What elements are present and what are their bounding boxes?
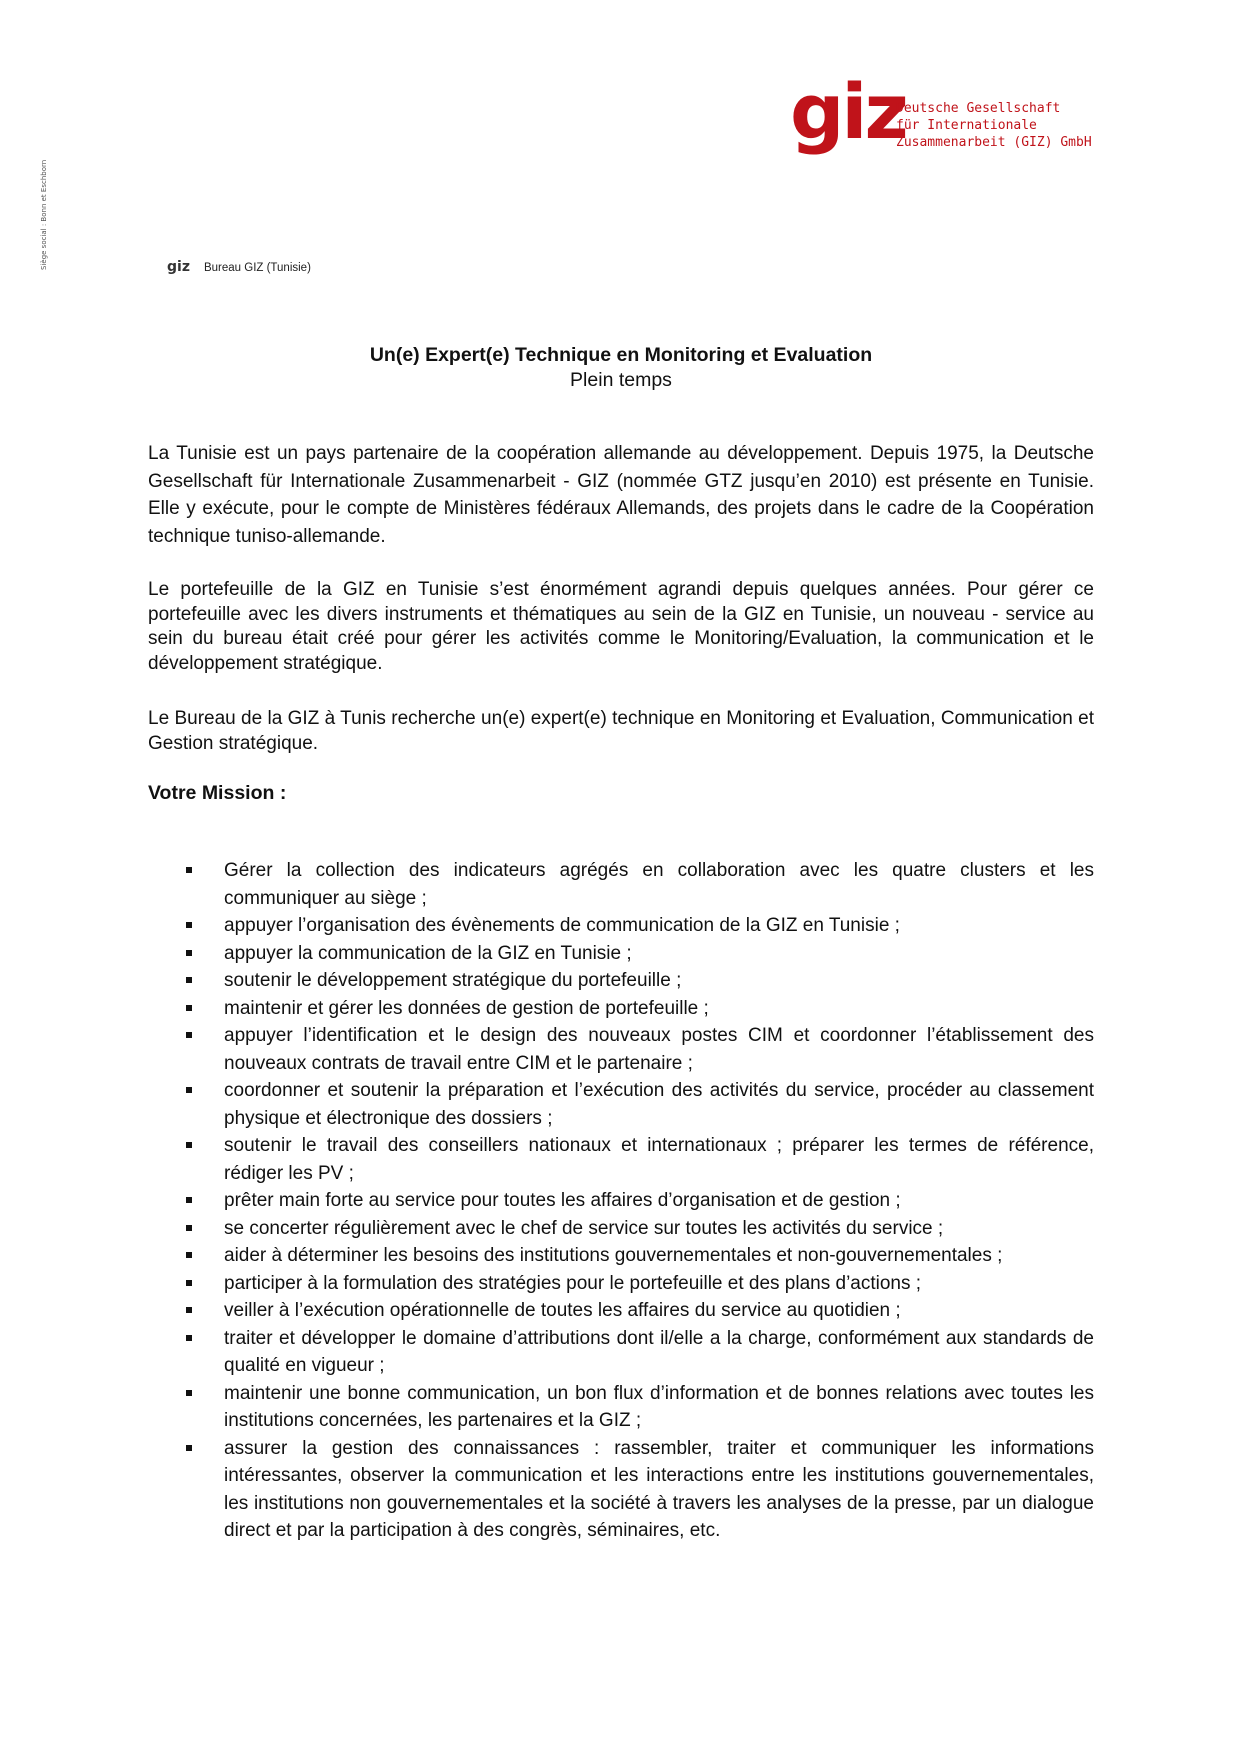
mission-item (186, 912, 1094, 940)
mission-item (186, 1270, 1094, 1298)
logo-line: Zusammenarbeit (GIZ) GmbH (896, 135, 1092, 150)
logo-company-name (896, 100, 1092, 151)
bullet-icon (186, 977, 192, 983)
mission-item-text: appuyer l’identification et le design des nouveaux postes CIM et coordonner l’établissement des nouveaux contrats de travail entre CIM et le partenaire ; (224, 1025, 1094, 1074)
mission-heading: Votre Mission : (148, 782, 287, 804)
mission-item (186, 940, 1094, 968)
bullet-icon (186, 1307, 192, 1313)
mission-item-text: traiter et développer le domaine d’attributions dont il/elle a la charge, conformément aux standards de qualité en vigueur ; (224, 1327, 1094, 1376)
side-note-text: Siège social : Bonn et Eschborn (40, 159, 48, 270)
bullet-icon (186, 1252, 192, 1258)
office-name: Bureau GIZ (Tunisie) (203, 262, 311, 274)
office-logo-mark: giz (167, 259, 190, 275)
bullet-icon (186, 950, 192, 956)
mission-item (186, 1380, 1094, 1435)
mission-item (186, 1325, 1094, 1380)
intro-paragraph: La Tunisie est un pays partenaire de la coopération allemande au développement. Depuis 1975, la Deutsche Gesellschaft für Internationale Zusammenarbeit - GIZ (nommée GTZ jusqu’en 2010) est présente en Tunisie. Elle y exécute, pour le compte de Ministères fédéraux Allemands, des projets dans le cadre de la Coopération technique tuniso-allemande. (148, 443, 1094, 547)
mission-item-text: appuyer l’organisation des évènements de communication de la GIZ en Tunisie ; (224, 915, 900, 936)
bullet-icon (186, 1390, 192, 1396)
logo-line: für Internationale (896, 118, 1037, 133)
bullet-icon (186, 1280, 192, 1286)
side-note (40, 110, 52, 270)
mission-item (186, 995, 1094, 1023)
mission-item (186, 1215, 1094, 1243)
bullet-icon (186, 1445, 192, 1451)
mission-item-text: participer à la formulation des stratégies pour le portefeuille et des plans d’actions ; (224, 1272, 922, 1294)
bullet-icon (186, 1087, 192, 1093)
mission-item-text: veiller à l’exécution opérationnelle de toutes les affaires du service au quotidien ; (224, 1300, 901, 1321)
mission-item (186, 1187, 1094, 1215)
mission-item (186, 1435, 1094, 1545)
mission-item-text: soutenir le travail des conseillers nationaux et internationaux ; préparer les termes de référence, rédiger les PV ; (224, 1135, 1094, 1184)
mission-item (186, 857, 1094, 912)
mission-item (186, 1022, 1094, 1077)
bullet-icon (186, 1225, 192, 1231)
logo-line: Deutsche Gesellschaft (896, 101, 1061, 116)
mission-item (186, 1132, 1094, 1187)
mission-item-text: appuyer la communication de la GIZ en Tunisie ; (224, 942, 632, 964)
page-title: Un(e) Expert(e) Technique en Monitoring et Evaluation (369, 344, 873, 366)
bullet-icon (186, 1032, 192, 1038)
bullet-icon (186, 922, 192, 928)
portfolio-paragraph: Le portefeuille de la GIZ en Tunisie s’est énormément agrandi depuis quelques années. Pour gérer ce portefeuille avec les divers instruments et thématiques au sein de la GIZ en Tunisie, un nouveau - service au sein du bureau était créé pour gérer les activités comme le Monitoring/Evaluation, la communication et le développement stratégique. (148, 579, 1094, 674)
mission-item-text: Gérer la collection des indicateurs agrégés en collaboration avec les quatre clusters et les communiquer au siège ; (224, 860, 1094, 909)
mission-item-text: coordonner et soutenir la préparation et l’exécution des activités du service, procéder au classement physique et électronique des dossiers ; (224, 1080, 1094, 1129)
page-subtitle: Plein temps (570, 369, 672, 391)
mission-item-text: maintenir et gérer les données de gestion de portefeuille ; (224, 997, 709, 1019)
mission-item-text: aider à déterminer les besoins des institutions gouvernementales et non-gouvernementales ; (224, 1245, 1003, 1266)
bullet-icon (186, 867, 192, 873)
mission-item-text: prêter main forte au service pour toutes les affaires d’organisation et de gestion ; (224, 1190, 901, 1211)
giz-logo (790, 67, 1092, 168)
bullet-icon (186, 1005, 192, 1011)
mission-item (186, 1242, 1094, 1270)
bullet-icon (186, 1335, 192, 1341)
bullet-icon (186, 1142, 192, 1148)
bullet-icon (186, 1197, 192, 1203)
mission-item (186, 1077, 1094, 1132)
mission-list (186, 857, 1094, 1545)
mission-item-text: soutenir le développement stratégique du portefeuille ; (224, 970, 682, 991)
mission-item (186, 967, 1094, 995)
mission-item-text: se concerter régulièrement avec le chef de service sur toutes les activités du service ; (224, 1217, 944, 1239)
recruitment-paragraph: Le Bureau de la GIZ à Tunis recherche un(e) expert(e) technique en Monitoring et Evaluation, Communication et Gestion stratégique. (148, 708, 1094, 754)
mission-item-text: assurer la gestion des connaissances : rassembler, traiter et communiquer les informations intéressantes, observer la communication et les interactions entre les institutions gouvernementales, les institutions non gouvernementales et la société à travers les analyses de la presse, par un dialogue direct et par la participation à des congrès, séminaires, etc. (224, 1437, 1094, 1541)
mission-item (186, 1297, 1094, 1325)
office-header (167, 258, 311, 274)
mission-item-text: maintenir une bonne communication, un bon flux d’information et de bonnes relations avec toutes les institutions concernées, les partenaires et la GIZ ; (224, 1382, 1094, 1431)
logo-wordmark: giz (790, 67, 906, 156)
